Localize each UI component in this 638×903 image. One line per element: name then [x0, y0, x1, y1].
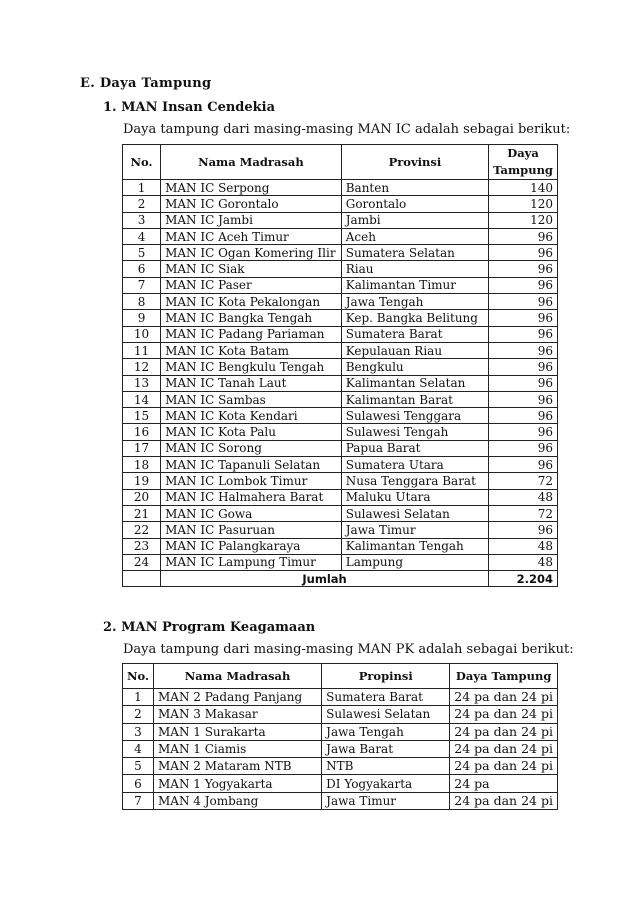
total-row [123, 571, 558, 587]
capacity-value: 96 [489, 522, 558, 538]
row-number: 3 [123, 212, 161, 228]
madrasah-name: MAN 1 Surakarta [153, 723, 321, 740]
table-row [123, 740, 558, 757]
capacity-value: 96 [489, 228, 558, 244]
province-name: Sumatera Barat [322, 689, 450, 706]
table-row [123, 689, 558, 706]
col-header-capacity: Daya Tampung [450, 664, 558, 689]
madrasah-name: MAN IC Pasuruan [161, 522, 342, 538]
table-row [123, 706, 558, 723]
madrasah-name: MAN IC Halmahera Barat [161, 489, 342, 505]
capacity-value: 24 pa dan 24 pi [450, 792, 558, 809]
table-row [123, 408, 558, 424]
capacity-value: 120 [489, 212, 558, 228]
province-name: Banten [341, 180, 488, 196]
ic-intro: Daya tampung dari masing-masing MAN IC adalah sebagai berikut: [123, 122, 571, 137]
capacity-value: 96 [489, 375, 558, 391]
col-header-name: Nama Madrasah [153, 664, 321, 689]
row-number: 10 [123, 326, 161, 342]
row-number: 12 [123, 359, 161, 375]
capacity-value: 96 [489, 391, 558, 407]
capacity-value: 140 [489, 180, 558, 196]
madrasah-name: MAN IC Lampung Timur [161, 554, 342, 570]
total-empty-cell [123, 571, 161, 587]
capacity-value: 48 [489, 489, 558, 505]
row-number: 2 [123, 196, 161, 212]
row-number: 24 [123, 554, 161, 570]
section-title: E. Daya Tampung [80, 76, 212, 91]
capacity-value: 120 [489, 196, 558, 212]
capacity-value: 48 [489, 554, 558, 570]
ic-heading: 1. MAN Insan Cendekia [103, 100, 276, 115]
capacity-value: 24 pa dan 24 pi [450, 758, 558, 775]
col-header-province: Provinsi [341, 145, 488, 180]
table-row [123, 310, 558, 326]
row-number: 4 [123, 740, 154, 757]
madrasah-name: MAN IC Lombok Timur [161, 473, 342, 489]
province-name: Lampung [341, 554, 488, 570]
pk-intro: Daya tampung dari masing-masing MAN PK adalah sebagai berikut: [123, 642, 574, 657]
table-row [123, 505, 558, 521]
province-name: Jawa Barat [322, 740, 450, 757]
row-number: 8 [123, 294, 161, 310]
table-row [123, 212, 558, 228]
col-header-capacity: Daya Tampung [489, 145, 558, 180]
table-row [123, 375, 558, 391]
province-name: Jawa Timur [341, 522, 488, 538]
capacity-value: 96 [489, 277, 558, 293]
capacity-value: 24 pa dan 24 pi [450, 706, 558, 723]
province-name: Jawa Tengah [341, 294, 488, 310]
madrasah-name: MAN IC Aceh Timur [161, 228, 342, 244]
row-number: 17 [123, 440, 161, 456]
madrasah-name: MAN IC Jambi [161, 212, 342, 228]
table-row [123, 359, 558, 375]
province-name: Sulawesi Tengah [341, 424, 488, 440]
table-row [123, 440, 558, 456]
province-name: Nusa Tenggara Barat [341, 473, 488, 489]
row-number: 23 [123, 538, 161, 554]
province-name: Bengkulu [341, 359, 488, 375]
capacity-value: 96 [489, 245, 558, 261]
row-number: 9 [123, 310, 161, 326]
madrasah-name: MAN 4 Jombang [153, 792, 321, 809]
table-row [123, 522, 558, 538]
table-row [123, 196, 558, 212]
row-number: 19 [123, 473, 161, 489]
table-row [123, 228, 558, 244]
province-name: Riau [341, 261, 488, 277]
capacity-value: 96 [489, 294, 558, 310]
capacity-value: 48 [489, 538, 558, 554]
row-number: 1 [123, 689, 154, 706]
madrasah-name: MAN IC Tapanuli Selatan [161, 457, 342, 473]
province-name: Maluku Utara [341, 489, 488, 505]
table-row [123, 342, 558, 358]
madrasah-name: MAN IC Kota Kendari [161, 408, 342, 424]
table-row [123, 294, 558, 310]
province-name: Aceh [341, 228, 488, 244]
table-row [123, 245, 558, 261]
row-number: 18 [123, 457, 161, 473]
pk-capacity-table [122, 663, 558, 810]
table-header-row [123, 145, 558, 180]
capacity-value: 24 pa dan 24 pi [450, 740, 558, 757]
table-row [123, 758, 558, 775]
col-header-province: Propinsi [322, 664, 450, 689]
row-number: 16 [123, 424, 161, 440]
province-name: Kalimantan Barat [341, 391, 488, 407]
province-name: Kepulauan Riau [341, 342, 488, 358]
madrasah-name: MAN IC Ogan Komering Ilir [161, 245, 342, 261]
row-number: 21 [123, 505, 161, 521]
madrasah-name: MAN IC Palangkaraya [161, 538, 342, 554]
row-number: 5 [123, 758, 154, 775]
row-number: 6 [123, 775, 154, 792]
table-row [123, 424, 558, 440]
madrasah-name: MAN 2 Mataram NTB [153, 758, 321, 775]
table-row [123, 792, 558, 809]
row-number: 15 [123, 408, 161, 424]
row-number: 6 [123, 261, 161, 277]
province-name: Sumatera Barat [341, 326, 488, 342]
madrasah-name: MAN 2 Padang Panjang [153, 689, 321, 706]
table-row [123, 473, 558, 489]
row-number: 11 [123, 342, 161, 358]
table-row [123, 723, 558, 740]
province-name: NTB [322, 758, 450, 775]
row-number: 7 [123, 277, 161, 293]
table-row [123, 538, 558, 554]
madrasah-name: MAN IC Sambas [161, 391, 342, 407]
province-name: Gorontalo [341, 196, 488, 212]
table-row [123, 489, 558, 505]
capacity-value: 24 pa [450, 775, 558, 792]
province-name: Sumatera Utara [341, 457, 488, 473]
madrasah-name: MAN IC Bangka Tengah [161, 310, 342, 326]
total-label: Jumlah [161, 571, 489, 587]
capacity-value: 96 [489, 457, 558, 473]
province-name: Sulawesi Selatan [322, 706, 450, 723]
capacity-value: 24 pa dan 24 pi [450, 723, 558, 740]
province-name: Sulawesi Selatan [341, 505, 488, 521]
madrasah-name: MAN IC Siak [161, 261, 342, 277]
row-number: 3 [123, 723, 154, 740]
table-row [123, 391, 558, 407]
capacity-value: 96 [489, 310, 558, 326]
province-name: Sumatera Selatan [341, 245, 488, 261]
madrasah-name: MAN IC Gorontalo [161, 196, 342, 212]
capacity-value: 96 [489, 261, 558, 277]
province-name: Jambi [341, 212, 488, 228]
province-name: Papua Barat [341, 440, 488, 456]
madrasah-name: MAN IC Gowa [161, 505, 342, 521]
madrasah-name: MAN 1 Yogyakarta [153, 775, 321, 792]
table-row [123, 277, 558, 293]
madrasah-name: MAN IC Bengkulu Tengah [161, 359, 342, 375]
capacity-value: 96 [489, 440, 558, 456]
madrasah-name: MAN IC Kota Pekalongan [161, 294, 342, 310]
row-number: 22 [123, 522, 161, 538]
madrasah-name: MAN IC Kota Palu [161, 424, 342, 440]
province-name: Kep. Bangka Belitung [341, 310, 488, 326]
madrasah-name: MAN IC Paser [161, 277, 342, 293]
total-value: 2.204 [489, 571, 558, 587]
row-number: 20 [123, 489, 161, 505]
row-number: 13 [123, 375, 161, 391]
ic-capacity-table [122, 144, 558, 587]
table-row [123, 775, 558, 792]
table-row [123, 457, 558, 473]
madrasah-name: MAN IC Padang Pariaman [161, 326, 342, 342]
row-number: 14 [123, 391, 161, 407]
capacity-value: 72 [489, 505, 558, 521]
madrasah-name: MAN IC Kota Batam [161, 342, 342, 358]
table-row [123, 180, 558, 196]
table-row [123, 554, 558, 570]
province-name: Sulawesi Tenggara [341, 408, 488, 424]
row-number: 2 [123, 706, 154, 723]
province-name: Kalimantan Timur [341, 277, 488, 293]
madrasah-name: MAN IC Tanah Laut [161, 375, 342, 391]
madrasah-name: MAN 1 Ciamis [153, 740, 321, 757]
col-header-name: Nama Madrasah [161, 145, 342, 180]
madrasah-name: MAN IC Sorong [161, 440, 342, 456]
province-name: DI Yogyakarta [322, 775, 450, 792]
capacity-value: 24 pa dan 24 pi [450, 689, 558, 706]
capacity-value: 96 [489, 424, 558, 440]
row-number: 4 [123, 228, 161, 244]
capacity-value: 96 [489, 326, 558, 342]
table-row [123, 261, 558, 277]
province-name: Kalimantan Tengah [341, 538, 488, 554]
table-row [123, 326, 558, 342]
col-header-no: No. [123, 145, 161, 180]
madrasah-name: MAN 3 Makasar [153, 706, 321, 723]
capacity-value: 72 [489, 473, 558, 489]
row-number: 1 [123, 180, 161, 196]
row-number: 7 [123, 792, 154, 809]
row-number: 5 [123, 245, 161, 261]
province-name: Jawa Timur [322, 792, 450, 809]
table-header-row [123, 664, 558, 689]
province-name: Kalimantan Selatan [341, 375, 488, 391]
capacity-value: 96 [489, 342, 558, 358]
capacity-value: 96 [489, 408, 558, 424]
col-header-no: No. [123, 664, 154, 689]
madrasah-name: MAN IC Serpong [161, 180, 342, 196]
pk-heading: 2. MAN Program Keagamaan [103, 620, 316, 635]
capacity-value: 96 [489, 359, 558, 375]
province-name: Jawa Tengah [322, 723, 450, 740]
